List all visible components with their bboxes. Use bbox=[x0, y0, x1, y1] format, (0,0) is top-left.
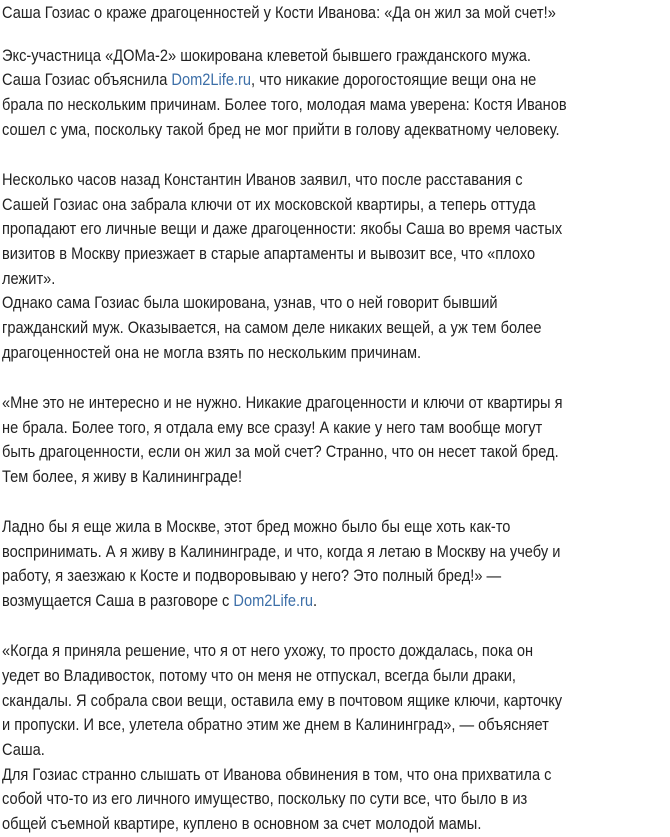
dom2life-link[interactable]: Dom2Life.ru bbox=[233, 591, 314, 610]
text-segment: и пропуски. И все, улетела обратно этим же днем в Калининград», — объясняет bbox=[2, 715, 549, 734]
text-line bbox=[2, 712, 549, 738]
article-title bbox=[2, 0, 556, 26]
text-line bbox=[2, 315, 542, 341]
text-segment: пропадают его личные вещи и даже драгоценности: якобы Саша во время частых bbox=[2, 219, 563, 238]
text-line bbox=[2, 588, 317, 614]
text-line bbox=[2, 638, 533, 664]
text-segment: не брала. Более того, я отдала ему все сразу! А какие у него там вообще могут bbox=[2, 418, 543, 437]
text-line bbox=[2, 415, 542, 441]
text-line bbox=[2, 390, 563, 416]
text-line bbox=[2, 67, 536, 93]
text-segment: собой что-то из его личного имущество, поскольку по сути все, что было в из bbox=[2, 789, 528, 808]
text-segment: Сашей Гозиас она забрала ключи от их московской квартиры, а теперь оттуда bbox=[2, 195, 536, 214]
text-segment: гражданский муж. Оказывается, на самом деле никаких вещей, а уж тем более bbox=[2, 318, 542, 337]
text-segment: уедет во Владивосток, потому что он меня не отпускал, всегда были драки, bbox=[2, 666, 516, 685]
text-segment: Однако сама Гозиас была шокирована, узнав, что о ней говорит бывший bbox=[2, 293, 498, 312]
text-segment: Для Гозиас странно слышать от Иванова обвинения в том, что она прихватила с bbox=[2, 765, 552, 784]
text-segment: общей съемной квартире, куплено в основном за счет молодой мамы. bbox=[2, 814, 482, 833]
text-line bbox=[2, 266, 55, 292]
text-line bbox=[2, 563, 501, 589]
text-line bbox=[2, 117, 560, 143]
text-line bbox=[2, 192, 536, 218]
text-line bbox=[2, 92, 567, 118]
text-line bbox=[2, 539, 560, 565]
text-line bbox=[2, 43, 531, 69]
text-line bbox=[2, 688, 562, 714]
text-line bbox=[2, 762, 551, 788]
text-segment: «Мне это не интересно и не нужно. Никакие драгоценности и ключи от квартиры я bbox=[2, 393, 563, 412]
text-line bbox=[2, 216, 562, 242]
text-segment: Саша Гозиас о краже драгоценностей у Кости Иванова: «Да он жил за мой счет!» bbox=[2, 3, 556, 22]
text-segment: Саша. bbox=[2, 740, 45, 759]
text-segment: быть драгоценности, если он жил за мой счет? Странно, что он несет такой бред. bbox=[2, 442, 559, 461]
text-segment: Несколько часов назад Константин Иванов заявил, что после расставания с bbox=[2, 170, 523, 189]
dom2life-link[interactable]: Dom2Life.ru bbox=[171, 70, 252, 89]
text-line bbox=[2, 290, 498, 316]
text-line bbox=[2, 663, 516, 689]
text-line bbox=[2, 514, 510, 540]
text-segment: Ладно бы я еще жила в Москве, этот бред можно было бы еще хоть как-то bbox=[2, 517, 511, 536]
text-line bbox=[2, 340, 421, 366]
text-line bbox=[2, 786, 527, 812]
text-segment: . bbox=[313, 591, 318, 610]
text-segment: , что никакие дорогостоящие вещи она не bbox=[251, 70, 537, 89]
text-segment: визитов в Москву приезжает в старые апартаменты и вывозит все, что «плохо bbox=[2, 244, 536, 263]
text-segment: сошел с ума, поскольку такой бред не мог прийти в голову адекватному человеку. bbox=[2, 120, 560, 139]
text-segment: работу, я заезжаю к Косте и подворовываю у него? Это полный бред!» — bbox=[2, 566, 502, 585]
text-segment: лежит». bbox=[2, 269, 56, 288]
text-segment: Экс-участница «ДОМа-2» шокирована клеветой бывшего гражданского мужа. bbox=[2, 46, 531, 65]
text-line bbox=[2, 439, 559, 465]
text-segment: драгоценностей она не могла взять по нескольким причинам. bbox=[2, 343, 422, 362]
text-line bbox=[2, 811, 481, 837]
text-segment: брала по нескольким причинам. Более того, молодая мама уверена: Костя Иванов bbox=[2, 95, 567, 114]
text-line bbox=[2, 167, 523, 193]
text-segment: воспринимать. А я живу в Калининграде, и что, когда я летаю в Москву на учебу и bbox=[2, 542, 561, 561]
text-line bbox=[2, 241, 535, 267]
text-line bbox=[2, 737, 45, 763]
text-segment: возмущается Саша в разговоре с bbox=[2, 591, 234, 610]
text-segment: скандалы. Я собрала свои вещи, оставила ему в почтовом ящике ключи, карточку bbox=[2, 691, 563, 710]
text-segment: Тем более, я живу в Калининграде! bbox=[2, 467, 243, 486]
text-line bbox=[2, 464, 242, 490]
text-segment: «Когда я приняла решение, что я от него ухожу, то просто дождалась, пока он bbox=[2, 641, 534, 660]
text-segment: Саша Гозиас объяснила bbox=[2, 70, 172, 89]
